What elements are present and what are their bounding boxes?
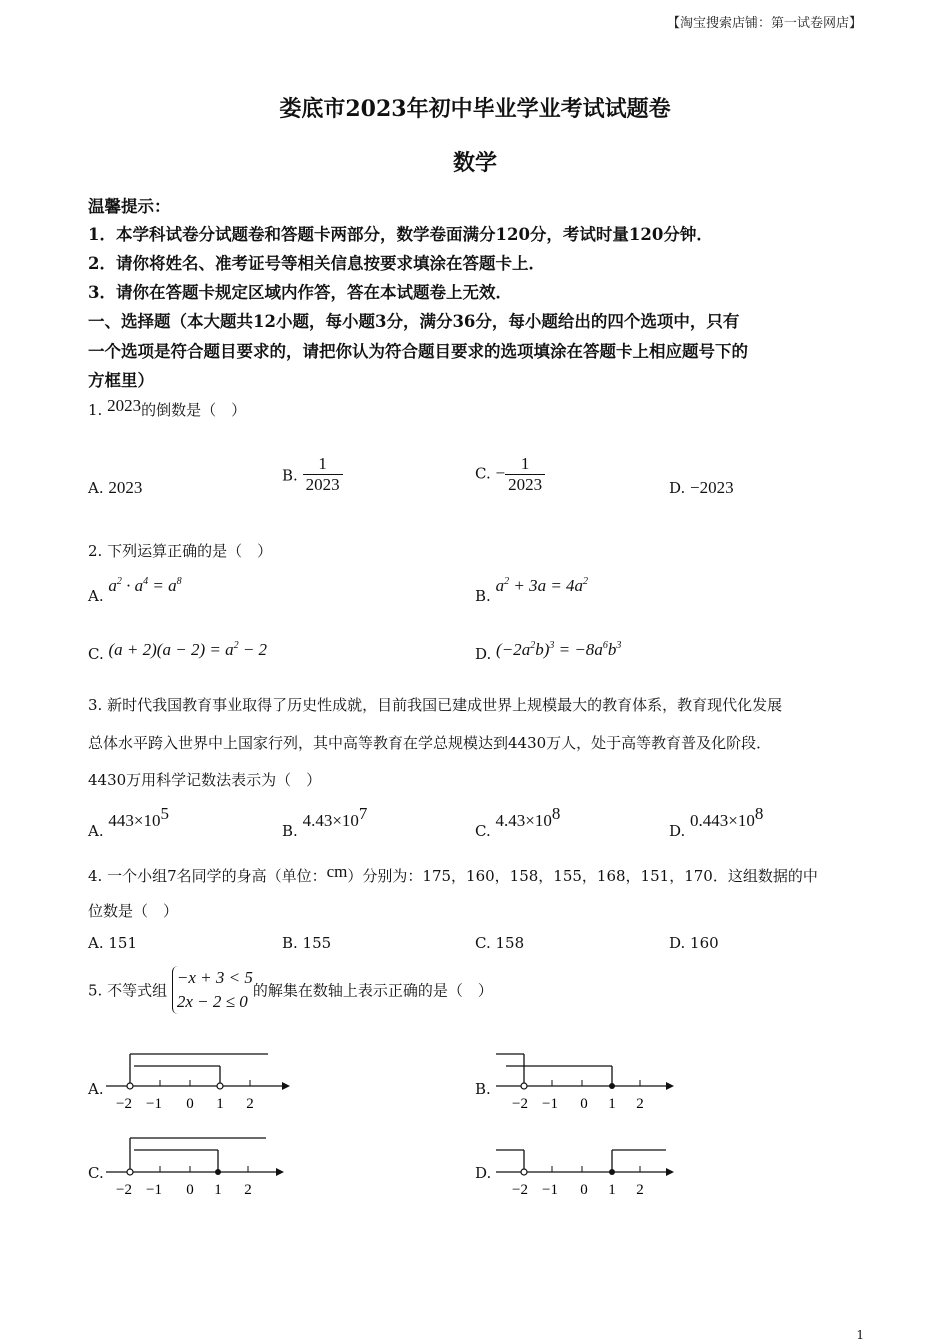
q2-option-d[interactable]: D. $(-2a^2b)^3 = -8a^6b^3$ bbox=[475, 640, 622, 663]
question-3-line-2: 总体水平跨入世界中上国家行列，其中高等教育在学总规模达到4430万人，处于高等教育普及化阶段． bbox=[88, 734, 772, 752]
tick-label: −1 bbox=[542, 1096, 558, 1112]
exam-title: 娄底市2023年初中毕业学业考试试题卷 bbox=[279, 96, 671, 122]
tick-label: −2 bbox=[512, 1096, 528, 1112]
section-heading-line-2: 一个选项是符合题目要求的，请把你认为符合题目要求的选项填涂在答题卡上相应题号下的 bbox=[88, 342, 748, 361]
q5-option-d-label[interactable]: D. bbox=[475, 1164, 492, 1182]
tick-label: −1 bbox=[146, 1096, 162, 1112]
inequality-system: −x + 3 < 5 2x − 2 ≤ 0 bbox=[172, 966, 253, 1014]
q5-option-c-label[interactable]: C. bbox=[88, 1164, 104, 1182]
q2-option-b[interactable]: B. $a^2 + 3a = 4a^2$ bbox=[475, 576, 589, 605]
q5-option-b-label[interactable]: B. bbox=[475, 1080, 491, 1098]
q3-option-d[interactable]: D. $0.443\times 10^8$ bbox=[669, 804, 764, 840]
subject-title: 数学 bbox=[452, 150, 497, 176]
tick-label: 0 bbox=[580, 1182, 588, 1198]
question-5-stem: 5. 不等式组 −x + 3 < 5 2x − 2 ≤ 0 的解集在数轴上表示正确的是（ ） bbox=[88, 966, 493, 1014]
tick-label: 2 bbox=[244, 1182, 252, 1198]
fraction: $\frac{1}{2023}$ bbox=[303, 454, 343, 495]
q4-option-c[interactable]: C. 158 bbox=[475, 934, 525, 952]
question-2-stem: 2. 下列运算正确的是（ ） bbox=[88, 542, 273, 560]
tick-label: 0 bbox=[580, 1096, 588, 1112]
tick-label: −2 bbox=[116, 1096, 132, 1112]
q4-option-a[interactable]: A. 151 bbox=[88, 934, 137, 952]
fraction: $\frac{1}{2023}$ bbox=[505, 454, 545, 495]
tips-heading: 温馨提示： bbox=[88, 197, 171, 216]
tick-label: 1 bbox=[608, 1096, 616, 1112]
q5-option-a-label[interactable]: A. bbox=[88, 1080, 104, 1098]
q4-option-d[interactable]: D. 160 bbox=[669, 934, 719, 952]
q1-option-b[interactable]: B. $\frac{1}{2023}$ bbox=[282, 454, 343, 495]
q5-option-c-number-line[interactable] bbox=[104, 1130, 290, 1200]
q1-option-c[interactable]: C. − $\frac{1}{2023}$ bbox=[475, 454, 545, 495]
section-heading-line-1: 一、选择题（本大题共12小题，每小题3分，满分36分，每小题给出的四个选项中，只有 bbox=[88, 312, 740, 331]
tip-line-1: 1．本学科试卷分试题卷和答题卡两部分，数学卷面满分120分，考试时量120分钟． bbox=[88, 225, 713, 244]
question-1-stem: 1. 2023的倒数是（ ） bbox=[88, 396, 247, 419]
q3-option-b[interactable]: B. $4.43\times 10^7$ bbox=[282, 804, 368, 840]
q5-option-b-number-line[interactable] bbox=[494, 1046, 676, 1116]
q1-option-d[interactable]: D. −2023 bbox=[669, 478, 734, 497]
tick-label: −2 bbox=[512, 1182, 528, 1198]
page-number: 1 bbox=[856, 1328, 864, 1342]
question-4-line-2: 位数是（ ） bbox=[88, 902, 179, 920]
tick-label: 2 bbox=[636, 1096, 644, 1112]
tick-label: −1 bbox=[542, 1182, 558, 1198]
q5-option-a-number-line[interactable] bbox=[104, 1046, 290, 1116]
tick-label: 2 bbox=[246, 1096, 254, 1112]
tick-label: 1 bbox=[214, 1182, 222, 1198]
q4-option-b[interactable]: B. 155 bbox=[282, 934, 332, 952]
tip-line-3: 3．请你在答题卡规定区域内作答，答在本试题卷上无效． bbox=[88, 283, 512, 302]
page-header: 【淘宝搜索店铺：第一试卷网店】 bbox=[666, 16, 862, 31]
section-heading-line-3: 方框里） bbox=[88, 371, 154, 390]
question-4-line-1: 4. 一个小组7名同学的身高（单位：cm）分别为：175，160，158，155，168，151，170．这组数据的中 bbox=[88, 862, 818, 885]
tick-label: −2 bbox=[116, 1182, 132, 1198]
tick-label: −1 bbox=[146, 1182, 162, 1198]
q1-option-a[interactable]: A. 2023 bbox=[88, 478, 143, 497]
tick-label: 0 bbox=[186, 1096, 194, 1112]
tick-label: 2 bbox=[636, 1182, 644, 1198]
q3-option-c[interactable]: C. $4.43\times 10^8$ bbox=[475, 804, 561, 840]
q2-option-c[interactable]: C. $(a + 2)(a - 2) = a^2 - 2$ bbox=[88, 640, 268, 663]
tick-label: 1 bbox=[216, 1096, 224, 1112]
q5-option-d-number-line[interactable] bbox=[494, 1130, 676, 1200]
question-3-line-1: 3. 新时代我国教育事业取得了历史性成就，目前我国已建成世界上规模最大的教育体系，教育现代化发展 bbox=[88, 696, 783, 714]
question-3-line-3: 4430万用科学记数法表示为（ ） bbox=[88, 771, 322, 789]
tip-line-2: 2．请你将姓名、准考证号等相关信息按要求填涂在答题卡上． bbox=[88, 254, 545, 273]
tick-label: 1 bbox=[608, 1182, 616, 1198]
q2-option-a[interactable]: A. $a^2 \cdot a^4 = a^8$ bbox=[88, 576, 182, 605]
tick-label: 0 bbox=[186, 1182, 194, 1198]
q3-option-a[interactable]: A. $443\times 10^5$ bbox=[88, 804, 169, 840]
